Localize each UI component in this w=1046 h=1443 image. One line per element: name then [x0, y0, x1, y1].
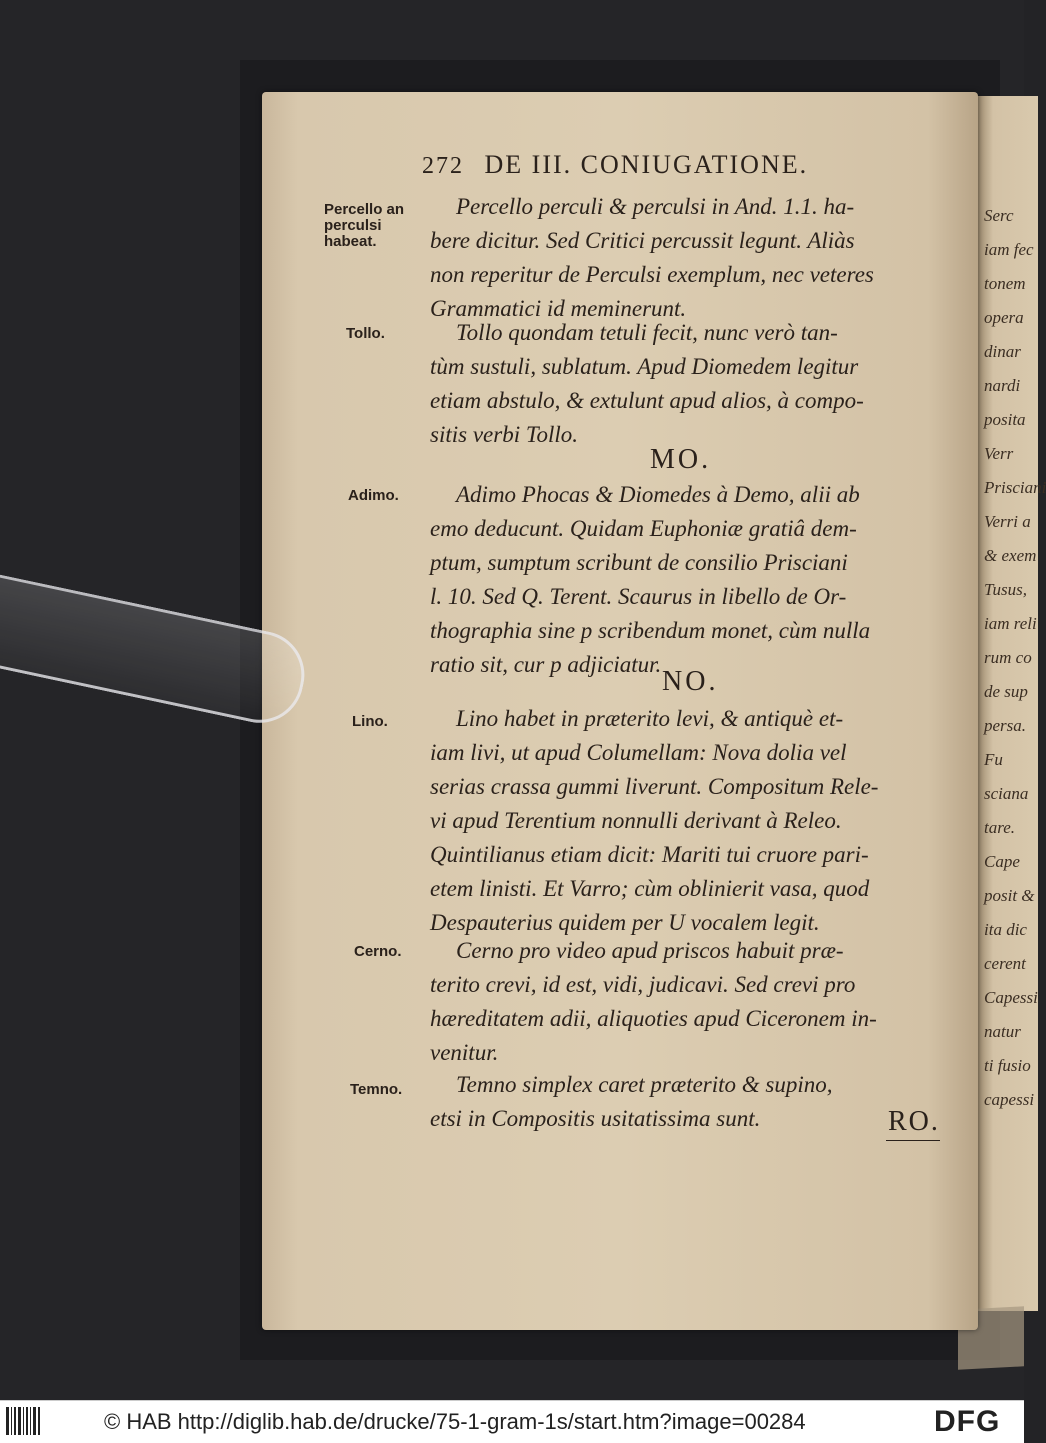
text-line: ptum, sumptum scribunt de consilio Prisciani: [430, 550, 848, 575]
text-line: hæreditatem adii, aliquoties apud Ciceronem in-: [430, 1006, 877, 1031]
next-page-fragment: Verr: [984, 444, 1014, 463]
margin-note-percello: Percello an perculsi habeat.: [324, 201, 405, 250]
next-page-fragment: Cape: [984, 852, 1020, 871]
text-line: Grammatici id meminerunt.: [430, 296, 687, 321]
next-page-fragment: sciana: [984, 784, 1029, 803]
margin-note-lino: Lino.: [352, 713, 388, 730]
next-page-fragment: ti fusio: [984, 1056, 1031, 1075]
text-line: terito crevi, id est, vidi, judicavi. Sed crevi pro: [430, 972, 856, 997]
text-line: Despauterius quidem per U vocalem legit.: [430, 910, 820, 935]
text-line: Percello perculi & perculsi in And. 1.1. ha-: [456, 194, 855, 219]
text-line: Cerno pro video apud priscos habuit præ-: [456, 938, 844, 963]
next-page-fragment: Verri a: [984, 512, 1031, 531]
next-page-fragment: & exem: [984, 546, 1037, 565]
text-line: Quintilianus etiam dicit: Mariti tui cruore pari-: [430, 842, 869, 867]
next-page-fragment: posit &: [984, 886, 1035, 905]
next-page-fragment: dinar: [984, 342, 1021, 361]
text-line: etiam abstulo, & extulunt apud alios, à compo-: [430, 388, 864, 413]
next-page-fragment: iam reli: [984, 614, 1037, 633]
page-number: 272: [422, 153, 464, 179]
catchword-rule: [886, 1140, 940, 1141]
text-line: sitis verbi Tollo.: [430, 422, 579, 447]
next-page-fragment: Fu: [984, 750, 1003, 769]
barcode-icon: [6, 1407, 46, 1435]
next-page-fragment: de sup: [984, 682, 1028, 701]
catchword: RO.: [888, 1106, 940, 1137]
margin-note-adimo: Adimo.: [348, 487, 399, 504]
next-page-fragment: nardi: [984, 376, 1021, 395]
next-page-fragment: Tusus,: [984, 580, 1027, 599]
text-line: tùm sustuli, sublatum. Apud Diomedem legitur: [430, 354, 859, 379]
next-page-fragment: tonem: [984, 274, 1026, 293]
next-page-fragment: ita dic: [984, 920, 1027, 939]
section-heading-mo: MO.: [650, 444, 712, 475]
next-page-fragment: capessi: [984, 1090, 1035, 1109]
text-line: Adimo Phocas & Diomedes à Demo, alii ab: [456, 482, 860, 507]
next-page-fragment: rum co: [984, 648, 1032, 667]
next-page-fragment: Prisciani: [984, 478, 1046, 497]
dfg-logo: DFG: [934, 1405, 1001, 1438]
next-page-fragment: Serc: [984, 206, 1014, 225]
next-page-fragment: Capessi: [984, 988, 1038, 1007]
text-line: vi apud Terentium nonnulli derivant à Releo.: [430, 808, 842, 833]
footer-copyright-url[interactable]: © HAB http://diglib.hab.de/drucke/75-1-gram-1s/start.htm?image=00284: [104, 1409, 806, 1434]
next-page-fragment: tare.: [984, 818, 1016, 837]
text-line: Temno simplex caret præterito & supino,: [456, 1072, 833, 1097]
next-page-fragment: natur: [984, 1022, 1021, 1041]
next-page-edge: [978, 96, 1046, 1311]
next-page-fragment: persa.: [984, 716, 1027, 735]
next-page-fragment: iam fec: [984, 240, 1034, 259]
margin-note-cerno: Cerno.: [354, 943, 402, 960]
text-line: etem linisti. Et Varro; cùm oblinierit vasa, quod: [430, 876, 870, 901]
text-line: serias crassa gummi liverunt. Compositum Rele-: [430, 774, 879, 799]
text-line: Lino habet in præterito levi, & antiquè et-: [456, 706, 844, 731]
text-line: thographia sine p scribendum monet, cùm nulla: [430, 618, 871, 643]
next-page-fragment: opera: [984, 308, 1024, 327]
text-line: iam livi, ut apud Columellam: Nova dolia vel: [430, 740, 847, 765]
next-page-fragment: posita: [984, 410, 1026, 429]
next-page-fragment: cerent: [984, 954, 1026, 973]
text-line: non reperitur de Perculsi exemplum, nec veteres: [430, 262, 874, 287]
section-heading-no: NO.: [662, 666, 719, 697]
text-line: emo deducunt. Quidam Euphoniæ gratiâ dem-: [430, 516, 857, 541]
text-line: Tollo quondam tetuli fecit, nunc verò tan-: [456, 320, 838, 345]
text-line: etsi in Compositis usitatissima sunt.: [430, 1106, 761, 1131]
running-header: [422, 150, 808, 180]
viewer-footer: [0, 1400, 1024, 1443]
margin-note-tollo: Tollo.: [346, 325, 385, 342]
text-line: bere dicitur. Sed Critici percussit legunt. Aliàs: [430, 228, 855, 253]
margin-note-temno: Temno.: [350, 1081, 403, 1098]
text-line: ratio sit, cur p adjiciatur.: [430, 652, 662, 677]
text-line: l. 10. Sed Q. Terent. Scaurus in libello de Or-: [430, 584, 847, 609]
page-title: DE III. CONIUGATIONE.: [484, 150, 809, 179]
text-line: venitur.: [430, 1040, 499, 1065]
